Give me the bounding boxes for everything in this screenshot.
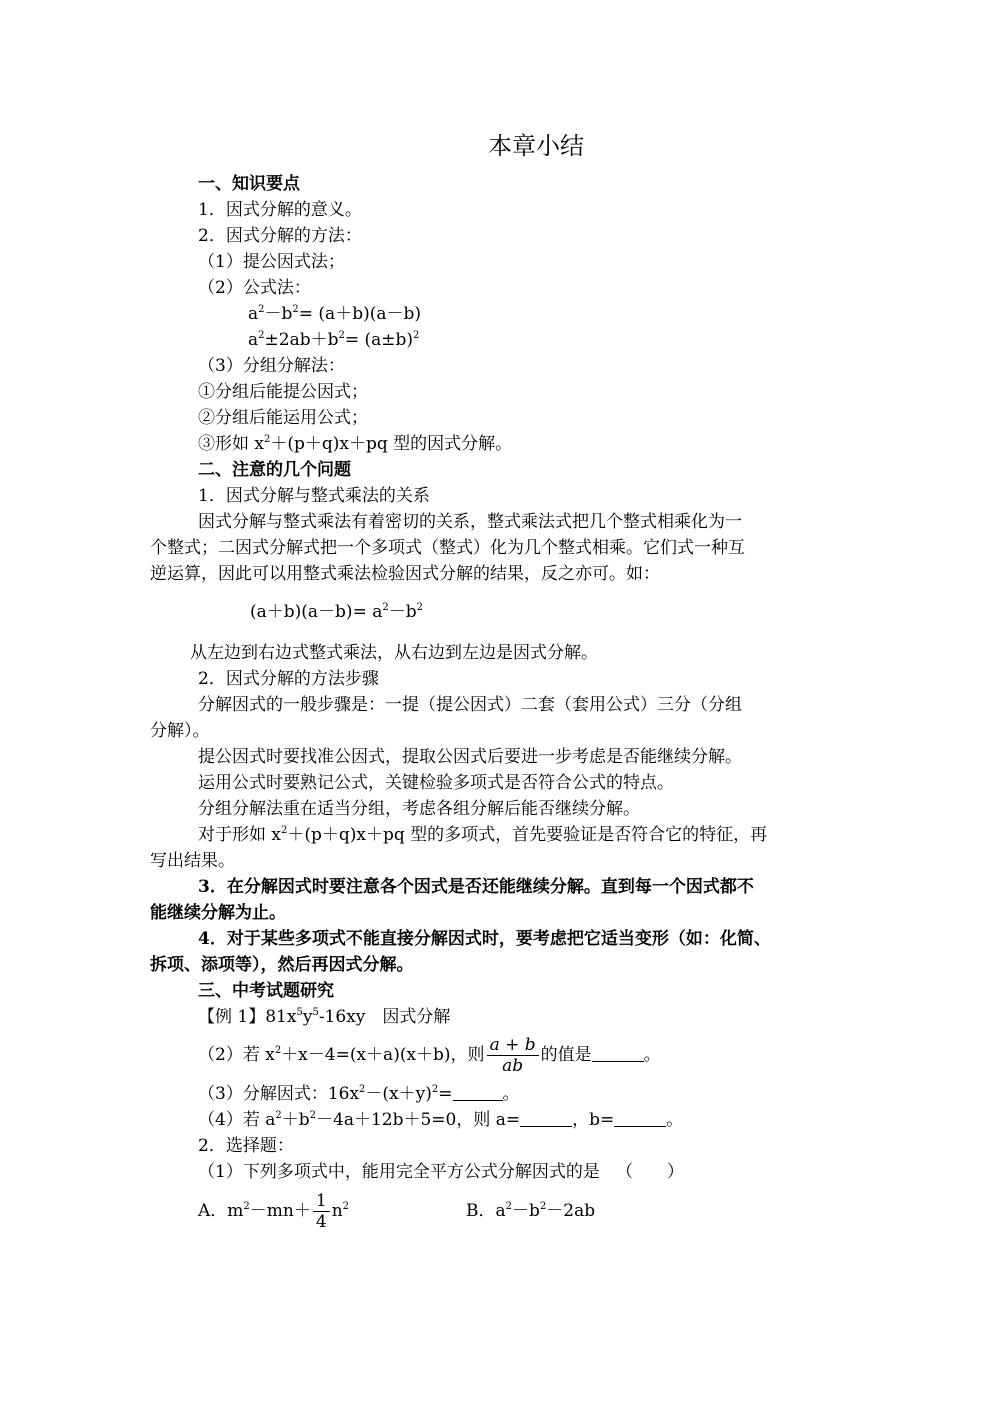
- paragraph-line: 分解因式的一般步骤是：一提（提公因式）二套（套用公式）三分（分组: [198, 695, 742, 715]
- page-title: 本章小结: [488, 132, 584, 160]
- grouping-case-2: ②分组后能运用公式；: [198, 408, 368, 428]
- issue-3-line: 能继续分解为止。: [150, 903, 286, 923]
- grouping-case-1: ①分组后能提公因式；: [198, 382, 368, 402]
- issue-1-heading: 1．因式分解与整式乘法的关系: [198, 486, 430, 506]
- example-equation: $(a+b)(a-b)= a^2-b^2$: [250, 602, 423, 622]
- question-3: （3）分解因式：$16x^2-(x+y)^2=$ 。: [198, 1084, 520, 1104]
- fraction-one-quarter: $\frac{1}{4}$: [313, 1191, 330, 1232]
- answer-blank: [453, 1084, 503, 1101]
- paragraph-line: 分组分解法重在适当分组，考虑各组分解后能否继续分解。: [198, 799, 640, 819]
- paragraph-line: 对于形如 $x^2+(p+q)x+pq$ 型的多项式，首先要验证是否符合它的特征，再: [198, 825, 768, 845]
- point-meaning: 1．因式分解的意义。: [198, 200, 362, 220]
- option-b: B．$a^2-b^2-2ab$: [466, 1201, 596, 1221]
- question-4: （4）若 $a^2+b^2-4a+12b+5=0$，则 a= ，b= 。: [198, 1110, 684, 1130]
- choice-question-1: （1）下列多项式中，能用完全平方公式分解因式的是 （ ）: [198, 1162, 685, 1182]
- question-2: （2）若 $x^2+x-4=(x+a)(x+b)$，则 $\frac{a + b}{ab}$ 的值是 。: [198, 1035, 661, 1076]
- formula-perfect-square: $a^2\pm 2ab+b^2= (a\pm b)^2$: [248, 330, 420, 350]
- option-a: A．$m^2-mn+$ $\frac{1}{4}$ $n^2$: [198, 1191, 350, 1232]
- formula-difference-of-squares: $a^2-b^2= (a+b)(a-b)$: [248, 304, 421, 324]
- point-methods: 2．因式分解的方法：: [198, 226, 362, 246]
- issue-2-heading: 2．因式分解的方法步骤: [198, 669, 379, 689]
- paragraph-line: 逆运算，因此可以用整式乘法检验因式分解的结果，反之亦可。如：: [150, 564, 660, 584]
- method-formula: （2）公式法：: [198, 278, 311, 298]
- paragraph-line: 从左边到右边式整式乘法，从右边到左边是因式分解。: [190, 643, 598, 663]
- answer-blank: [592, 1045, 644, 1062]
- answer-blank-a: [520, 1110, 572, 1127]
- issue-4-line: 拆项、添项等），然后再因式分解。: [150, 955, 414, 975]
- paragraph-line: 个整式；二因式分解式把一个多项式（整式）化为几个整式相乘。它们式一种互: [150, 538, 745, 558]
- example-1: 【例 1】$81x^5y^5-16xy$ 因式分解: [198, 1007, 451, 1027]
- method-common-factor: （1）提公因式法；: [198, 252, 345, 272]
- paragraph-line: 因式分解与整式乘法有着密切的关系，整式乘法式把几个整式相乘化为一: [198, 512, 742, 532]
- section-heading-3: 三、中考试题研究: [198, 981, 334, 1001]
- paragraph-line: 提公因式时要找准公因式，提取公因式后要进一步考虑是否能继续分解。: [198, 747, 742, 767]
- issue-3-line: 3．在分解因式时要注意各个因式是否还能继续分解。直到每一个因式都不: [198, 877, 754, 897]
- grouping-case-3: ③形如 $x^2+(p+q)x+pq$ 型的因式分解。: [198, 434, 513, 454]
- issue-4-line: 4．对于某些多项式不能直接分解因式时，要考虑把它适当变形（如：化简、: [198, 929, 771, 949]
- answer-blank-b: [614, 1110, 666, 1127]
- paragraph-line: 运用公式时要熟记公式，关键检验多项式是否符合公式的特点。: [198, 773, 674, 793]
- paragraph-line: 写出结果。: [150, 851, 235, 871]
- paragraph-line: 分解）。: [150, 721, 210, 741]
- section-heading-2: 二、注意的几个问题: [198, 460, 351, 480]
- choice-heading: 2．选择题：: [198, 1136, 294, 1156]
- fraction-a-plus-b-over-ab: $\frac{a + b}{ab}$: [487, 1035, 539, 1076]
- method-grouping: （3）分组分解法：: [198, 356, 345, 376]
- section-heading-1: 一、知识要点: [198, 174, 300, 194]
